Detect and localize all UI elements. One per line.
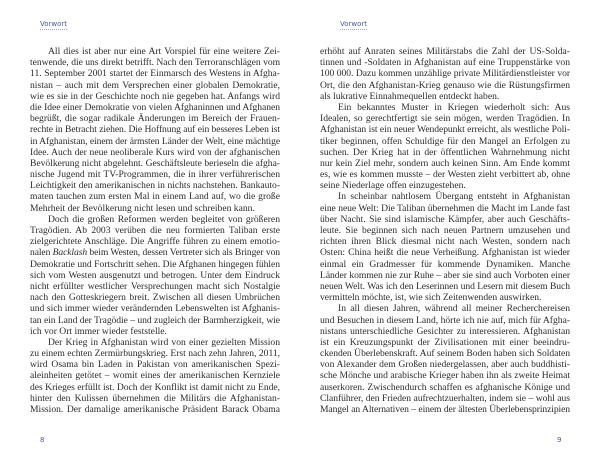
line-text: und sich immer wieder verändernden Lebenswelten ist Afghanis- [30,303,280,315]
line-text: Mehrheit der Bevölkerung nicht lesen und schreiben kann. [30,202,255,214]
line-text: Ein bekanntes Muster in Kriegen wiederholt sich: Aus [338,101,570,113]
line-text: über Nacht. Sie sind islamische Kämpfer, aber auch Geschäfts- [320,213,570,225]
text-line [30,247,280,258]
text-line [30,214,280,225]
line-text: Doch die großen Reformen werden begleitet von größeren [48,213,280,225]
line-text: Ort, die den Afghanistan-Krieg genauso wie die Rüstungsfirmen [320,79,570,91]
line-text: sche Mönche und arabische Krieger haben ihn als zweite Heimat [320,370,570,382]
text-line [30,337,280,348]
text-line [320,393,570,404]
line-text: tenwende, die uns direkt betrifft. Nach den Terroranschlägen vom [30,57,280,69]
line-text: Idealen, so gerechtfertigt sie sein mögen, werden Tragödien. In [320,113,570,125]
text-line [320,91,570,102]
text-line [30,180,280,191]
running-header: Vorwort [340,20,368,28]
text-line [320,102,570,113]
running-header: Vorwort [40,20,68,28]
line-text: ckenden Überlebenskraft. Auf seinem Boden haben sich Soldaten [320,348,570,360]
line-text: 11. September 2001 startet der Einmarsch des Westens in Afgha- [30,68,280,80]
text-line [30,91,280,102]
line-text: seine Niederlage offen einzugestehen. [320,180,466,192]
line-text: neuen Welt. Was ich den Leserinnen und Lesern mit diesem Buch [320,280,570,292]
line-text: zu einem echten Zermürbungskrieg. Erst nach zehn Jahren, 2011, [30,348,280,360]
text-line [320,191,570,202]
text-line [30,57,280,68]
line-text: die Idee einer Demokratie von vielen Afghaninnen und Afghanen [30,101,280,113]
text-line [30,270,280,281]
line-text: vermitteln möchte, ist, wie sich Zeitenwenden auswirken. [320,292,542,304]
line-text: Clanführer, den Frieden aufrechtzuerhalten, indem sie – wohl aus [320,392,570,404]
text-line [320,348,570,359]
line-text: Leichtigkeit den amerikanischen in nichts nachstehen. Bankauto- [30,180,280,192]
line-text: tiker beginnen, offen Schuldige für den Mangel an Erfolgen zu [320,135,570,147]
text-line [320,169,570,180]
line-text: nistan – auch mit dem Versprechen einer globalen Demokratie, [30,79,280,91]
line-text: eine neue Welt: Die Taliban übernehmen die Macht im Lande fast [320,202,570,214]
text-line [30,292,280,303]
text-line [320,113,570,124]
text-line [320,203,570,214]
line-text: nalen [30,247,53,259]
text-line [30,136,280,147]
text-line [30,382,280,393]
page-number: 8 [40,436,45,444]
line-text: leute. Sie beginnen sich nach neuen Partnern umzusehen und [320,225,570,236]
text-line [320,57,570,68]
line-text: 100 000. Dazu kommen unzählige private Militärdienstleister vor [320,68,570,80]
text-line [30,169,280,180]
line-text: erhöht auf Anraten seines Militärstabs die Zahl der US-Solda- [320,46,570,57]
text-line [30,147,280,158]
line-text: Osten: China heißt die neue Verheißung. Afghanistan ist wieder [320,247,570,259]
text-line [320,303,570,314]
line-text: wird Osama bin Laden in Pakistan von amerikanischen Spezi- [30,359,280,371]
text-line [30,303,280,314]
line-text: aleinheiten getötet – womit eines der amerikanischen Kernziele [30,370,280,382]
text-line [320,247,570,258]
line-text: Demokratie und Fortschritt sehen. Die Afghanen hingegen fühlen [30,258,280,270]
line-text: und Besuchen in diesem Land, hörte ich nie auf, mich für Afgha- [320,314,570,326]
line-text: hinter den Kulissen übernehmen die Militärs die Afghanistan- [30,392,280,404]
text-line [30,404,280,415]
text-line [30,315,280,326]
line-text: sich vom Westen ausgenutzt und betrogen. Unter dem Eindruck [30,269,280,281]
line-text: auserkoren. Zwischendurch schaffen es afghanische Könige und [320,381,570,393]
line-text: In all diesen Jahren, während all meiner Recherchereisen [338,303,570,315]
line-text: als lukrative Einnahmequellen entdeckt haben. [320,90,500,102]
line-text: maten tauchen zum ersten Mal in einem Land auf, wo die große [30,191,280,203]
line-text: Mangel an Alternativen – einem der ältesten Überlebensprinzipien [320,404,570,415]
line-text: Länder kommen nie zur Ruhe – aber sie sind auch Vorboten einer [320,269,570,281]
text-line [30,68,280,79]
text-line [320,180,570,191]
text-line [320,337,570,348]
text-line [320,46,570,57]
line-text: nach den Gotteskriegern breit. Zwischen all diesen Umbrüchen [30,292,280,304]
line-text: beim Westen, dessen Vertreter sich als Bringer von [87,247,280,259]
line-text: von Alexander dem Großen niedergelassen, aber auch buddhisti- [320,359,570,371]
line-text: in Afghanistan, einem der ärmsten Länder der Welt, eine mächtige [30,135,280,147]
text-line [30,281,280,292]
line-text: Idee. Auch der neue neoliberale Kurs wird von der afghanischen [30,146,280,158]
text-line [320,124,570,135]
line-text: Der Krieg in Afghanistan wird von einer gezielten Mission [48,336,280,348]
line-text: All dies ist aber nur eine Art Vorspiel für eine weitere Zei- [48,46,280,57]
line-text: es, wie es kommen musste – der Westen zieht verbittert ab, ohne [320,169,570,181]
line-text: nur kein Ziel mehr, sondern auch keinen Sinn. Am Ende kommt [320,157,570,169]
text-line [320,404,570,415]
body-text [320,46,570,415]
line-text: tinnen und -Soldaten in Afghanistan auf eine Truppenstärke von [320,57,570,69]
text-line [30,370,280,381]
text-line [30,259,280,270]
text-line [30,359,280,370]
text-line [320,158,570,169]
text-line [320,236,570,247]
text-line [320,315,570,326]
line-text: nische Jugend mit TV-Programmen, die in ihrer verführerischen [30,169,280,181]
text-line [30,102,280,113]
text-line [320,292,570,303]
line-text: rechte in Betracht ziehen. Die Hoffnung auf ein besseres Leben ist [30,124,280,136]
text-line [320,136,570,147]
text-line [30,348,280,359]
line-text: begrüßt, die sogar radikale Änderungen im Bereich der Frauen- [30,113,280,125]
page-number: 9 [557,436,562,444]
text-line [30,203,280,214]
text-line [30,326,280,337]
text-line [320,68,570,79]
text-line [320,147,570,158]
text-line [320,281,570,292]
text-line [30,225,280,236]
text-line [320,382,570,393]
text-line [30,191,280,202]
page-right [300,0,600,467]
line-text: In scheinbar nahtlosem Übergang entsteht in Afghanistan [338,191,570,203]
text-line [320,259,570,270]
text-line [320,370,570,381]
text-line [320,326,570,337]
line-text: Tragödien. Ab 2003 verüben die neu formierten Taliban erste [30,225,280,236]
line-text: zielgerichtete Anschläge. Die Angriffe führen zu einem emotio- [30,236,280,248]
line-text: Mission. Der damalige amerikanische Präsident Barack Obama [30,404,280,415]
text-line [30,158,280,169]
line-text: Afghanistan ist ein neuer Wendepunkt erreicht, als westliche Poli- [320,124,570,136]
text-line [30,113,280,124]
line-text: richten ihren Blick diesmal nicht nach Westen, sondern nach [320,236,570,248]
text-line [30,124,280,135]
line-text: wie es sie in der Geschichte noch nie gegeben hat. Anfangs wird [30,90,280,102]
line-text: nicht erfüllter westlicher Versprechungen macht sich Nostalgie [30,280,280,292]
line-text: des Krieges erfüllt ist. Doch der Konflikt ist damit nicht zu Ende, [30,381,280,393]
line-text: suchen. Der Krieg hat in der öffentlichen Wahrnehmung nicht [320,146,570,158]
text-line [320,359,570,370]
line-text: tan ein Land der Tragödie – und zugleich der Barmherzigkeit, wie [30,314,280,326]
text-line [320,270,570,281]
line-text: nistans unterschiedliche Gesichter zu interessieren. Afghanistan [320,325,570,337]
text-line [30,46,280,57]
text-line [320,225,570,236]
text-line [30,80,280,91]
text-line [320,80,570,91]
line-text: Bevölkerung nicht abgelehnt. Geschäftsleute berieseln die afgha- [30,157,280,169]
line-text: ich vor Ort immer wieder feststelle. [30,325,167,337]
text-line [30,393,280,404]
italic-term: Backlash [52,247,88,259]
line-text: einmal ein Gradmesser für kommende Dynamiken. Manche [320,258,570,270]
text-line [30,236,280,247]
body-text [30,46,280,415]
text-line [320,214,570,225]
line-text: ist ein Kreuzungspunkt der Zivilisationen mit einer beeindru- [320,336,570,348]
